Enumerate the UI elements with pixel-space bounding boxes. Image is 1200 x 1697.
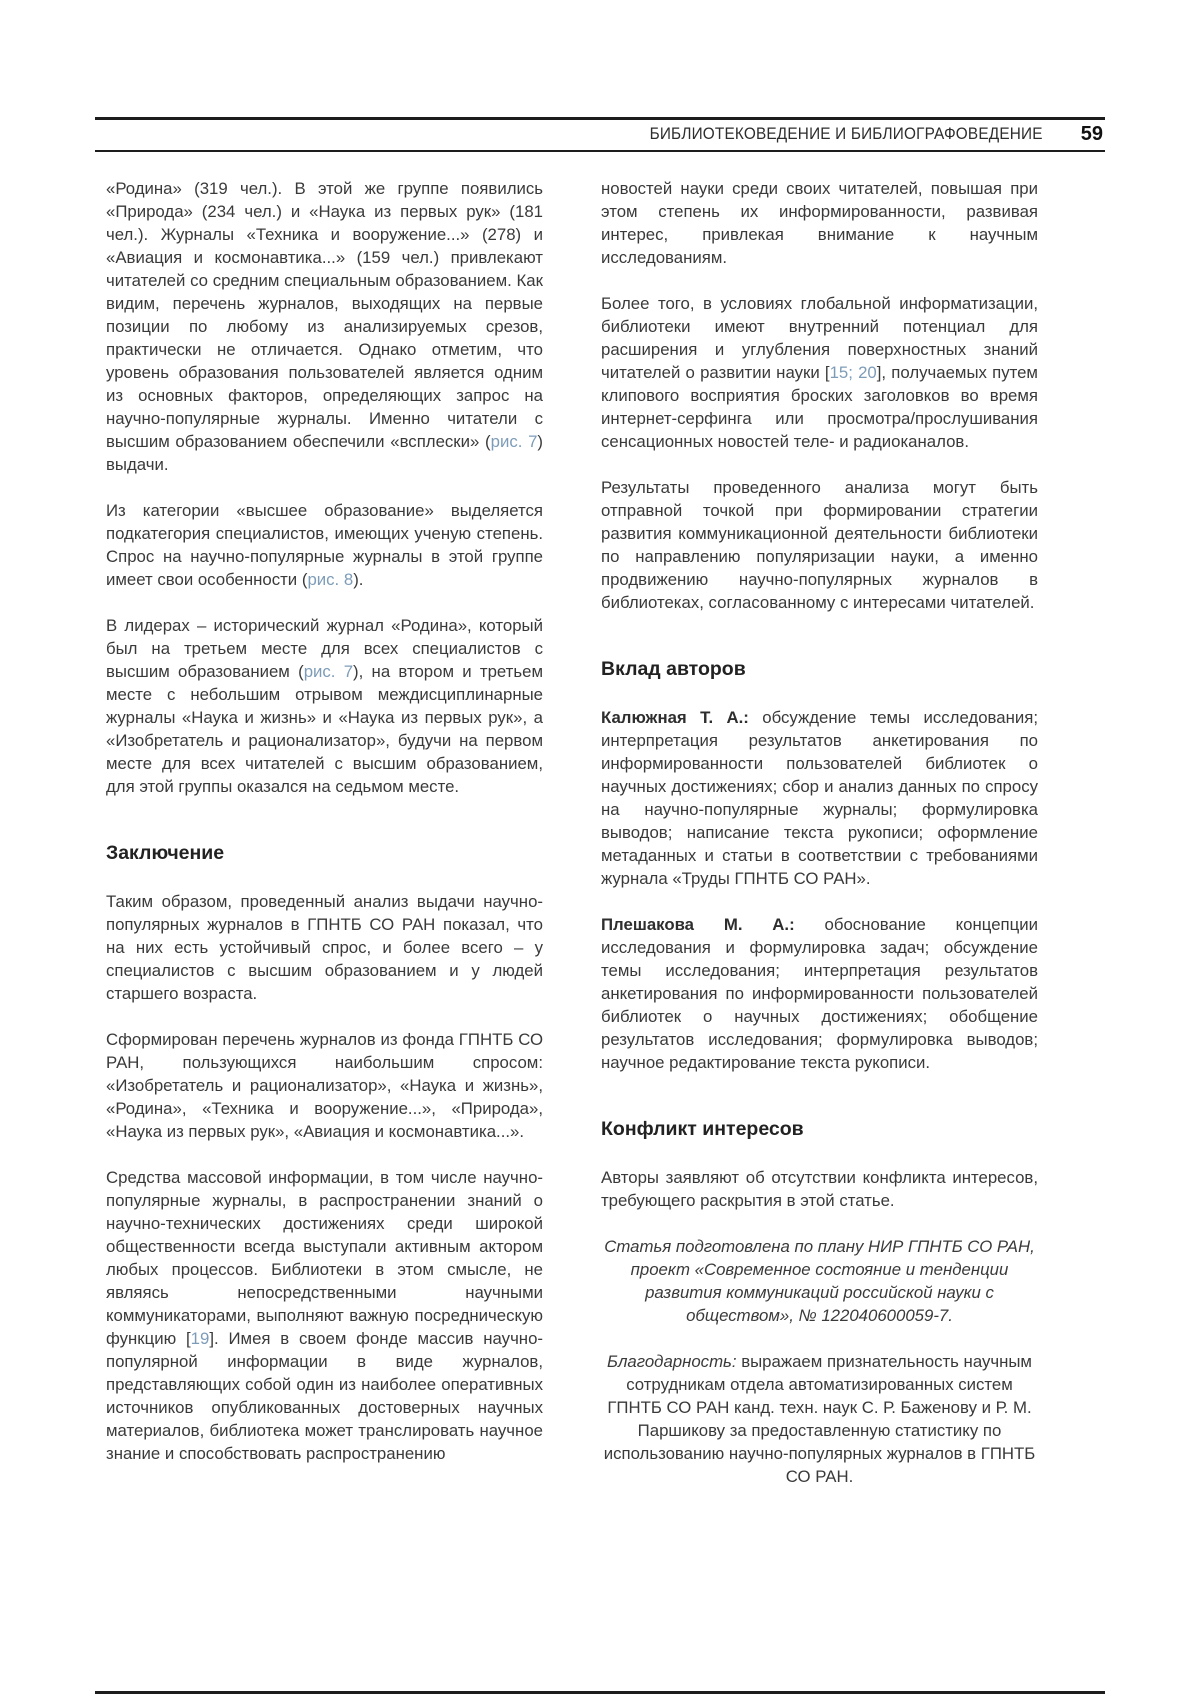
header-bottom-rule (95, 150, 1105, 152)
figure-7-link[interactable]: рис. 7 (490, 432, 538, 451)
paragraph-conclusion-1: Таким образом, проведенный анализ выдачи научно-популярных журналов в ГПНТБ СО РАН показал, что на них есть устойчивый спрос, и более всего – у специалистов с высшим образованием и у людей старшего возраста. (106, 892, 543, 1003)
acknowledgment-lead: Благодарность: (607, 1352, 737, 1371)
figure-7-link[interactable]: рис. 7 (303, 662, 354, 681)
text-run: ) выдачи. (106, 432, 543, 474)
article-body (106, 177, 1038, 1511)
paragraph-science-news: новостей науки среди своих читателей, повышая при этом степень их информированности, развивая интерес, привлекая внимание к научным исследованиям. (601, 179, 1038, 267)
author-name-kalyuzhnaya: Калюжная Т. А.: (601, 708, 749, 727)
text-run: Средства массовой информации, в том числе научно-популярные журналы, в распространении знаний о научно-технических достижениях среди широкой общественности всегда выступали активным актором любых процессов. Библиотеки в этом смысле, не являясь непосредственными научными коммуникаторами, выполняют важную посредническую функцию [ (106, 1168, 543, 1348)
page-number: 59 (1080, 123, 1103, 145)
text-run: В лидерах – исторический журнал «Родина», который был на третьем месте для всех специалистов с высшим образованием ( (106, 616, 543, 681)
heading-conflict-of-interest: Конфликт интересов (601, 1118, 804, 1140)
running-head-row (95, 120, 1105, 150)
paragraph-conflict-statement: Авторы заявляют об отсутствии конфликта интересов, требующего раскрытия в этой статье. (601, 1168, 1038, 1210)
paragraph-conclusion-2: Сформирован перечень журналов из фонда ГПНТБ СО РАН, пользующихся наибольшим спросом: «Изобретатель и рационализатор», «Наука и жизнь», «Родина», «Техника и вооружение...», «Природа», «Наука из первых рук», «Авиация и космонавтика...». (106, 1030, 543, 1141)
text-run: ). (353, 570, 364, 589)
paragraph-funding-note: Статья подготовлена по плану НИР ГПНТБ СО РАН, проект «Современное состояние и тенденции развития коммуникаций российской науки с обществом», № 122040600059-7. (604, 1237, 1035, 1325)
paragraph-acknowledgment (601, 1350, 1038, 1488)
text-run: выражаем признательность научным сотрудникам отдела автоматизированных систем ГПНТБ СО РАН канд. техн. наук С. Р. Баженову и Р. М. Паршикову за предоставленную статистику по использованию научно-популярных журналов в ГПНТБ СО РАН. (603, 1352, 1036, 1486)
left-column (106, 177, 543, 1511)
right-column (601, 177, 1038, 1511)
text-run: обсуждение темы исследования; интерпретация результатов анкетирования по информированности пользователей библиотек о научных достижениях; сбор и анализ данных по спросу на научно-популярные журналы; формулировка выводов; написание текста рукописи; оформление метаданных и статьи в соответствии с требованиями журнала «Труды ГПНТБ СО РАН». (601, 708, 1038, 888)
text-run: Из категории «высшее образование» выделяется подкатегория специалистов, имеющих ученую степень. Спрос на научно-популярные журналы в этой группе имеет свои особенности ( (106, 501, 543, 589)
text-run: ], получаемых путем клипового восприятия броских заголовков во время интернет-серфинга или просмотра/прослушивания сенсационных новостей теле- и радиоканалов. (601, 363, 1038, 451)
footer-rule (95, 1691, 1105, 1694)
paragraph-leaders (106, 614, 543, 798)
running-head-title: БИБЛИОТЕКОВЕДЕНИЕ И БИБЛИОГРАФОВЕДЕНИЕ (649, 125, 1043, 143)
text-run: «Родина» (319 чел.). В этой же группе появились «Природа» (234 чел.) и «Наука из первых рук» (181 чел.). Журналы «Техника и вооружение...» (278) и «Авиация и космонавтика...» (159 чел.) привлекают читателей со средним специальным образованием. Как видим, перечень журналов, выходящих на первые позиции по любому из анализируемых срезов, практически не отличается. Однако отметим, что уровень образования пользователей является одним из основных факторов, определяющих запрос на научно-популярные журналы. Именно читатели с высшим образованием обеспечили «всплески» ( (106, 179, 543, 451)
references-15-20-link[interactable]: 15; 20 (829, 363, 877, 382)
text-run: ), на втором и третьем месте с небольшим отрывом междисциплинарные журналы «Наука и жизнь» и «Наука из первых рук», а «Изобретатель и рационализатор», будучи на первом месте для всех читателей с высшим образованием, для этой группы оказался на седьмом месте. (106, 662, 543, 796)
reference-19-link[interactable]: 19 (190, 1329, 210, 1348)
heading-conclusion: Заключение (106, 842, 225, 864)
heading-author-contribution: Вклад авторов (601, 658, 746, 680)
page-header (95, 0, 1105, 152)
paragraph-rodina-group (106, 177, 543, 476)
figure-8-link[interactable]: рис. 8 (307, 570, 354, 589)
paragraph-globalization (601, 292, 1038, 453)
text-run: обоснование концепции исследования и формулировка задач; обсуждение темы исследования; интерпретация результатов анкетирования по информированности пользователей библиотек о научных достижениях; обобщение результатов исследования; формулировка выводов; научное редактирование текста рукописи. (601, 915, 1038, 1072)
paragraph-mass-media (106, 1166, 543, 1465)
paragraph-analysis-results: Результаты проведенного анализа могут быть отправной точкой при формировании стратегии развития коммуникационной деятельности библиотеки по направлению популяризации науки, а именно продвижению научно-популярных журналов в библиотеках, согласованному с интересами читателей. (601, 478, 1038, 612)
paragraph-author-pleshakova (601, 913, 1038, 1074)
paragraph-higher-education (106, 499, 543, 591)
text-run: Более того, в условиях глобальной информатизации, библиотеки имеют внутренний потенциал для расширения и углубления поверхностных знаний читателей о развитии науки [ (601, 294, 1038, 382)
text-run: ]. Имея в своем фонде массив научно-популярной информации в виде журналов, представляющих собой один из наиболее оперативных источников опубликованных достоверных научных материалов, библиотека может транслировать научное знание и способствовать распространению (106, 1329, 543, 1463)
paragraph-author-kalyuzhnaya (601, 706, 1038, 890)
author-name-pleshakova: Плешакова М. А.: (601, 915, 795, 934)
